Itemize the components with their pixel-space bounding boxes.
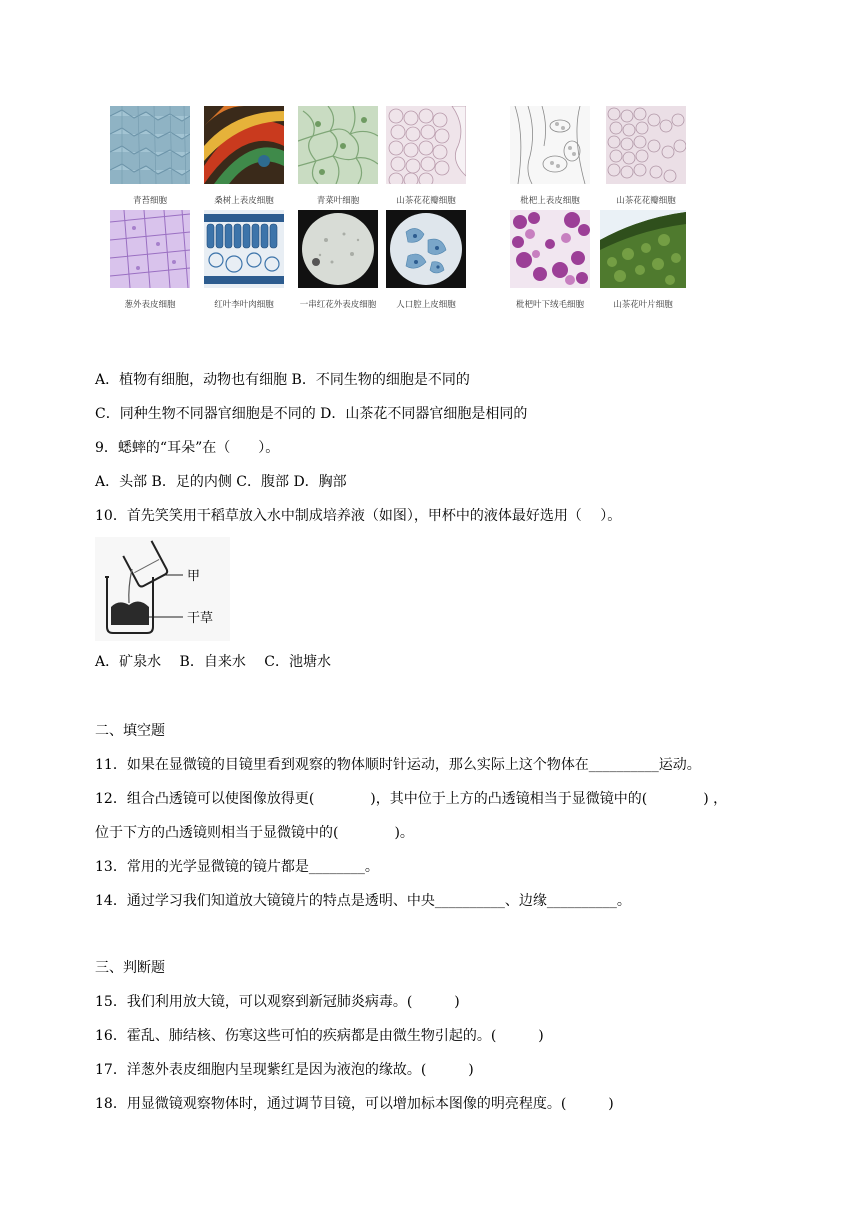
q8-options-line1: A．植物有细胞，动物也有细胞 B．不同生物的细胞是不同的: [95, 372, 470, 388]
q11: 11．如果在显微镜的目镜里看到观察的物体顺时针运动，那么实际上这个物体在__________运动。: [95, 757, 701, 773]
q9-stem: 9．蟋蟀的“耳朵”在（ ）。: [95, 440, 280, 456]
gallery-caption: 山茶花叶片细胞: [613, 300, 673, 310]
cell-image-gallery: [0, 0, 860, 320]
gallery-cell-plum-leaf: [204, 210, 284, 310]
gallery-caption: 红叶李叶肉细胞: [214, 300, 274, 310]
gallery-caption: 山茶花花瓣细胞: [616, 196, 676, 206]
loquat-epidermis-cells-image: [510, 106, 590, 184]
q18: 18．用显微镜观察物体时，通过调节目镜，可以增加标本图像的明亮程度。( ): [95, 1096, 614, 1112]
gallery-cell-salvia: [298, 210, 378, 310]
gallery-caption: 枇杷叶下绒毛细胞: [515, 300, 584, 310]
gallery-caption: 人口腔上皮细胞: [396, 300, 456, 310]
label-gancao: 干草: [187, 611, 214, 626]
gallery-caption: 山茶花花瓣细胞: [396, 196, 456, 206]
gallery-caption: 桑树上表皮细胞: [214, 196, 274, 206]
gallery-cell-camellia-leaf: [600, 210, 686, 310]
camellia-petal-cells-image-2: [606, 106, 686, 184]
q12-line2: 位于下方的凸透镜则相当于显微镜中的( )。: [95, 825, 414, 841]
beaker-pouring-diagram: [95, 537, 230, 641]
q9-options: A．头部 B．足的内侧 C．腹部 D．胸部: [95, 474, 347, 490]
gallery-cell-moss: [110, 106, 190, 206]
plum-leaf-mesophyll-image: [204, 210, 284, 288]
q15: 15．我们利用放大镜，可以观察到新冠肺炎病毒。( ): [95, 994, 460, 1010]
gallery-cell-loquat-hair: [510, 210, 590, 310]
q16: 16．霍乱、肺结核、伤寒这些可怕的疾病都是由微生物引起的。( ): [95, 1028, 544, 1044]
section2-title: 二、填空题: [95, 723, 165, 739]
gallery-caption: 青菜叶细胞: [316, 196, 360, 206]
q14: 14．通过学习我们知道放大镜镜片的特点是透明、中央__________、边缘__________。: [95, 893, 631, 909]
q13: 13．常用的光学显微镜的镜片都是________。: [95, 859, 379, 875]
gallery-caption: 青苔细胞: [132, 196, 167, 206]
q10-stem: 10．首先笑笑用干稻草放入水中制成培养液（如图），甲杯中的液体最好选用（ ）。: [95, 508, 622, 524]
onion-cells-image: [110, 210, 190, 288]
gallery-cell-mulberry: [204, 106, 284, 206]
gallery-cell-cabbage: [298, 106, 378, 206]
section3-title: 三、判断题: [95, 960, 165, 976]
gallery-caption: 葱外表皮细胞: [124, 300, 176, 310]
q17: 17．洋葱外表皮细胞内呈现紫红是因为液泡的缘故。( ): [95, 1062, 474, 1078]
cabbage-cells-image: [298, 106, 378, 184]
oral-epithelial-cells-image: [386, 210, 466, 288]
gallery-cell-onion: [110, 210, 190, 310]
moss-cells-image: [110, 106, 190, 184]
gallery-cell-mouth: [386, 210, 466, 310]
gallery-cell-camellia-petal: [386, 106, 466, 206]
mulberry-cells-image: [204, 106, 284, 184]
gallery-caption: 一串红花外表皮细胞: [299, 300, 377, 310]
q12-line1: 12．组合凸透镜可以使图像放得更( )，其中位于上方的凸透镜相当于显微镜中的( ) ，: [95, 791, 728, 807]
gallery-cell-camellia-petal-2: [606, 106, 686, 206]
salvia-petal-cells-image: [298, 210, 378, 288]
gallery-cell-loquat-epidermis: [510, 106, 590, 206]
q10-options: A．矿泉水 B．自来水 C．池塘水: [95, 654, 332, 670]
camellia-leaf-cells-image: [600, 210, 686, 288]
loquat-leaf-hair-cells-image: [510, 210, 590, 288]
q8-options-line2: C．同种生物不同器官细胞是不同的 D．山茶花不同器官细胞是相同的: [95, 406, 528, 422]
q10-figure: [95, 537, 230, 641]
label-jia: 甲: [187, 569, 201, 584]
camellia-petal-cells-image: [386, 106, 466, 184]
gallery-caption: 枇杷上表皮细胞: [520, 196, 580, 206]
